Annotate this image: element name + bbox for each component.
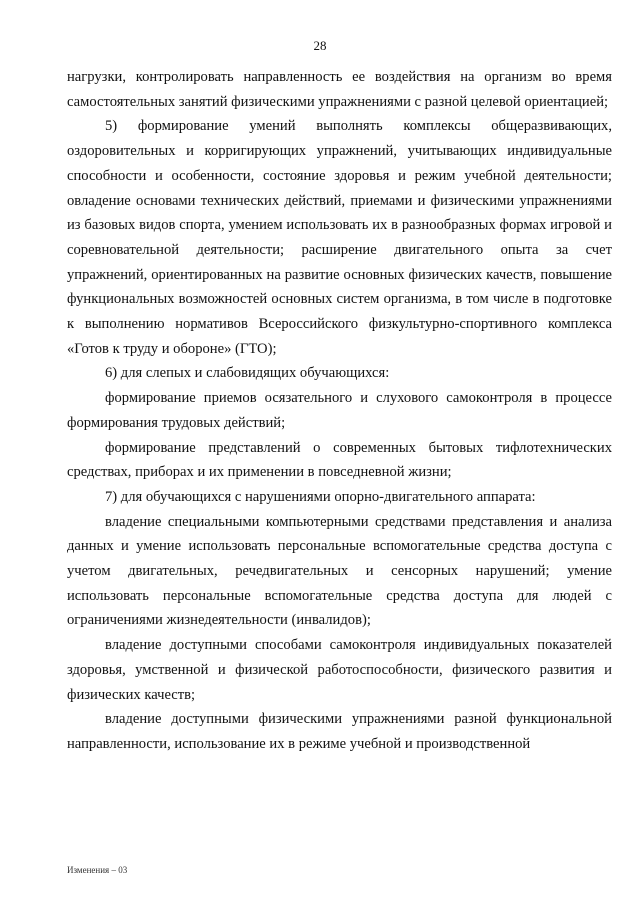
paragraph-item-7-heading: 7) для обучающихся с нарушениями опорно-двигательного аппарата: [105, 488, 536, 505]
paragraph-item-6-a: формирование приемов осязательного и слухового самоконтроля в процессе формирования трудовых действий; [67, 390, 612, 431]
paragraph-item-6-b: формирование представлений о современных бытовых тифлотехнических средствах, приборах и их применении в повседневной жизни; [67, 439, 612, 481]
footer-revision-note: Изменения – 03 [67, 865, 128, 875]
paragraph-item-7-a: владение специальными компьютерными средствами представления и анализа данных и умение использовать персональные вспомогательные средства доступа с учетом двигательных, речедвигательных и сенсорных нарушений; умение использовать персональные вспомогательные средства доступа для людей с ограничениями жизнедеятельности (инвалидов); [67, 513, 612, 629]
document-body [67, 65, 612, 757]
paragraph-item-6-heading: 6) для слепых и слабовидящих обучающихся: [105, 365, 390, 382]
paragraph-item-5: 5) формирование умений выполнять комплексы общеразвивающих, оздоровительных и корригирующих упражнений, учитывающих индивидуальные способности и особенности, состояние здоровья и режим учебной деятельности; овладение основами технических действий, приемами и физическими упражнениями из базовых видов спорта, умением использовать их в разнообразных формах игровой и соревновательной деятельности; расширение двигательного опыта за счет упражнений, ориентированных на развитие основных физических качеств, повышение функциональных возможностей основных систем организма, в том числе в подготовке к выполнению нормативов Всероссийского физкультурно-спортивного комплекса «Готов к труду и обороне» (ГТО); [67, 118, 612, 357]
paragraph-continuation: нагрузки, контролировать направленность ее воздействия на организм во время самостоятельных занятий физическими упражнениями с разной целевой ориентацией; [67, 69, 612, 110]
paragraph-item-7-c: владение доступными физическими упражнениями разной функциональной направленности, использование их в режиме учебной и производственной [67, 711, 612, 752]
page-number: 28 [313, 38, 327, 53]
paragraph-item-7-b: владение доступными способами самоконтроля индивидуальных показателей здоровья, умственной и физической работоспособности, физического развития и физических качеств; [67, 637, 612, 703]
